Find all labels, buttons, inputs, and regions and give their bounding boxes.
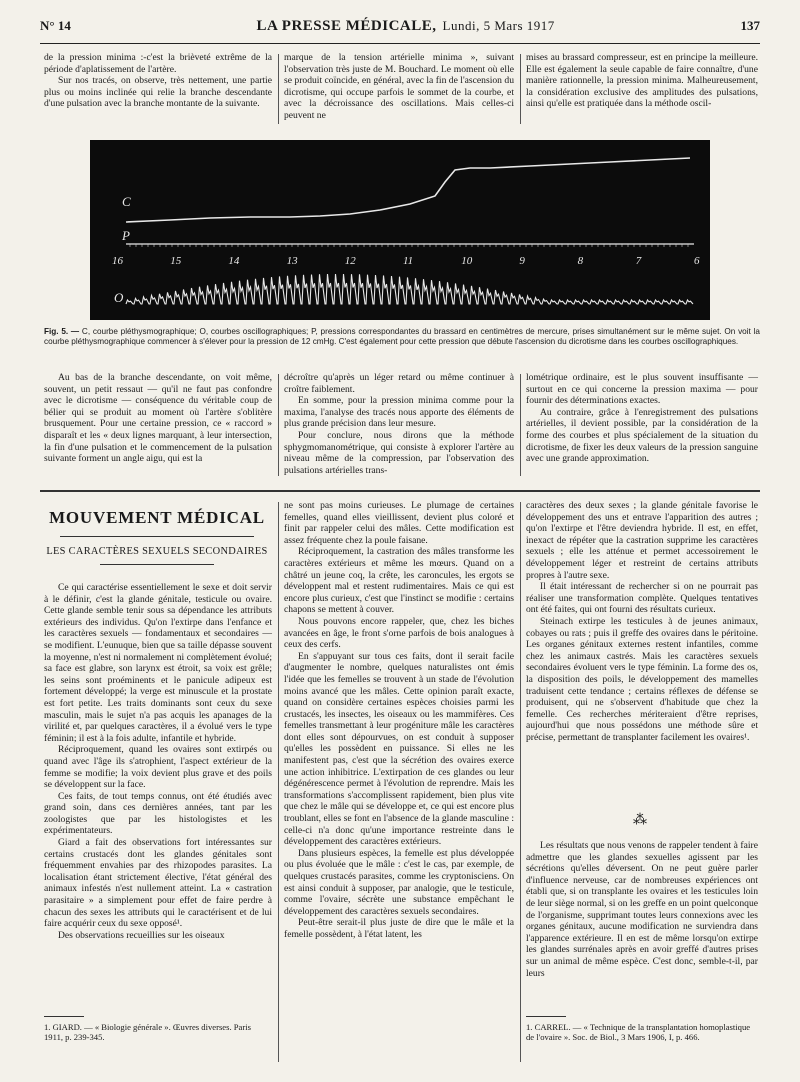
issue-date: Lundi, 5 Mars 1917 (442, 18, 555, 33)
bottom-column-middle (284, 500, 514, 941)
footnote-rule (526, 1016, 566, 1017)
footnote-right: 1. CARREL. — « Technique de la transplantation homoplastique de l'ovaire ». Soc. de Biol., 3 Mars 1906, I, p. 466. (526, 1022, 751, 1043)
issue-number: N° 14 (40, 18, 71, 33)
caption-label: Fig. 5. — (44, 327, 80, 336)
bottom-column-left (44, 582, 272, 941)
section-break-stars: ⁂ (633, 813, 647, 828)
paragraph: Peut-être serait-il plus juste de dire que le mâle et la femelle possèdent, à l'état latent, les (284, 917, 514, 940)
figure-tracing (90, 140, 710, 320)
scale-number: 7 (635, 255, 642, 267)
mid-column-right (526, 372, 758, 465)
paragraph: mises au brassard compresseur, est en principe la meilleure. Elle est également la seule capable de faire connaître, d'une manière rationnelle, la pression minima. Malheureusement, la considération exclusive des amplitudes des pulsations, ainsi qu'elle est pratiquée dans la méthode oscil- (526, 52, 758, 110)
running-header (40, 18, 760, 44)
mid-column-left (44, 372, 272, 465)
paragraph: En somme, pour la pression minima comme pour la maxima, l'analyse des tracés nous apporte des éléments de plus grande précision dans leur mesure. (284, 395, 514, 430)
column-rule (278, 502, 279, 1062)
scale-number: 12 (344, 255, 356, 267)
top-column-left (44, 52, 272, 110)
paragraph: de la pression minima :-c'est la brièveté extrême de la période d'aplatissement de l'artère. (44, 52, 272, 75)
scale-number: 15 (170, 255, 182, 267)
paragraph: Il était intéressant de rechercher si on ne pourrait pas réaliser une transformation complète. Quelques tentatives ont été faites, qui ont fourni des résultats curieux. (526, 581, 758, 616)
footnote-left: 1. GIARD. — « Biologie générale ». Œuvres diverses. Paris 1911, p. 239-345. (44, 1022, 251, 1043)
section-separator (40, 490, 760, 492)
paragraph: Nous pouvons encore rappeler, que, chez les biches avancées en âge, le front s'orne parfois de bois analogues à ceux des cerfs. (284, 615, 514, 651)
paragraph: Sur nos tracés, on observe, très nettement, une partie plus ou moins inclinée qui relie la branche descendante d'une pulsation avec la branche montante de la suivante. (44, 75, 272, 110)
scale-number: 10 (461, 255, 473, 267)
scale-number: 13 (286, 255, 298, 267)
footnote-rule (44, 1016, 84, 1017)
paragraph: marque de la tension artérielle minima », suivant l'observation très juste de M. Bouchard. Le moment où elle se produit coïncide, en général, avec la fin de l'ascension du dicrotisme, qui occupe parfois le sommet de la courbe, et avec la décroissance des oscillations. Mais celles-ci peuvent ne (284, 52, 514, 121)
top-column-right (526, 52, 758, 110)
scale-number: 14 (228, 255, 240, 267)
column-rule (520, 54, 521, 124)
mid-column-middle (284, 372, 514, 476)
paragraph: décroître qu'après un léger retard ou même continuer à croître faiblement. (284, 372, 514, 395)
paragraph: En s'appuyant sur tous ces faits, dont il serait facile d'augmenter le nombre, quelques naturalistes ont émis l'idée que les femelles se trouvent à un stade de l'évolution moins avancé que les mâles. Cette opinion paraît exacte, quand on considère certaines espèces choisies parmi les crustacés, les insectes, les oiseaux ou les mammifères. Ces femelles transmettant à leur progéniture mâle les caractères dont elles sont dépourvues, on est conduit à supposer qu'elles les possèdent en puissance. Si elles ne les manifestent pas, c'est que la sécrétion des ovaires exerce une action inhibitrice. L'extirpation de ces glandes ou leur dégénérescence permet à l'évolution de reprendre. Mais les transformations s'accomplissent rapidement, bien plus vite que chez le mâle qui se développe et, ce qui est encore plus troublant, elles se font en l'absence de la glande masculine : celle-ci n'a donc qu'une importance restreinte dans le développement des caractères extérieurs. (284, 650, 514, 848)
scale-number: 11 (403, 255, 414, 267)
paragraph: Réciproquement, la castration des mâles transforme les caractères extérieurs et même les mœurs. Quand on a châtré un jeune coq, la crête, les caroncules, les ergots se développent mal et restent rudimentaires. Mais ce qui est encore plus curieux, c'est que l'instinct se modifie : certains chapons se mettent à couver. (284, 546, 514, 616)
paragraph: lométrique ordinaire, est le plus souvent insuffisante — surtout en ce qui concerne la pression maxima — pour fournir des déterminations exactes. (526, 372, 758, 407)
paragraph: Giard a fait des observations fort intéressantes sur certains crustacés dont les glandes génitales sont fréquemment envahies par des rhizopodes parasites. La localisation étant strictement élective, l'état général des animaux infestés n'est nullement atteint. La « castration parasitaire » a simplement pour effet de faire perdre à chacun des sexes les attributs qui le caractérisent et de lui faire acquérir ceux du sexe opposé¹. (44, 837, 272, 930)
journal-name: LA PRESSE MÉDICALE, (256, 18, 437, 34)
paragraph: Les résultats que nous venons de rappeler tendent à faire admettre que les glandes sexuelles agissent par les sécrétions qu'elles déversent. On ne peut guère parler d'influence nerveuse, car de nombreuses expériences ont établi que, si on transplante les ovaires et les testicules loin de leur siège normal, si on les greffe en un point quelconque de l'organisme, supprimant toutes leurs connexions avec les organes génitaux, aucune modification ne surviendra dans l'apparence extérieure. Il en est de même lorsqu'on extirpe les glandes surrénales après en avoir greffé d'autres prises sur un animal de même espèce. C'est donc, semble-t-il, par leurs (526, 840, 758, 979)
title-rule (60, 536, 254, 537)
paragraph: Ce qui caractérise essentiellement le sexe et doit servir à le définir, c'est la glande génitale, testicule ou ovaire. Cette glande semble tenir sous sa dépendance les attributs extérieurs des individus. Qu'on l'extirpe dans l'enfance et les caractères sexuels — fondamentaux et secondaires — se modifient. L'eunuque, bien que sa taille dépasse souvent la moyenne, n'est ni normalement ni complètement évolué; sa face est glabre, son larynx est étroit, sa voix est grêle; les seins sont proéminents et le panicule adipeux est fortement développé; la verge est minuscule et la prostate est fort petite. Les traits dominants sont ceux du sexe masculin, mais le sujet n'a pas acquis les apanages de la virilité et, par quelques caractères, il a évolué vers le type féminin; il est à la fois adulte, infantile et hybride. (44, 582, 272, 744)
paragraph: Dans plusieurs espèces, la femelle est plus développée ou plus évoluée que le mâle : c'est le cas, par exemple, de quelques crustacés parasites, comme les cryptonisciens. On est ainsi conduit à supposer, par analogie, que le testicule, comme l'ovaire, sécrète une substance empêchant le développement des caractères sexuels secondaires. (284, 847, 514, 917)
paragraph: Réciproquement, quand les ovaires sont extirpés ou quand avec l'âge ils s'atrophient, l'aspect extérieur de la femme se modifie; la voix devient plus grave et des poils se développent sur la face. (44, 744, 272, 791)
paragraph: Ces faits, de tout temps connus, ont été étudiés avec grand soin, dans ces dernières années, tant par les zoologistes que par les histologistes et les expérimentateurs. (44, 790, 272, 837)
page-number: 137 (740, 18, 760, 33)
section-subtitle: LES CARACTÈRES SEXUELS SECONDAIRES (46, 546, 268, 557)
bottom-column-right-continued (526, 840, 758, 979)
paragraph: Pour conclure, nous dirons que la méthode sphygmomanométrique, qui consiste à explorer l'artère au niveau même de la compression, par l'observation des pulsations artérielles trans- (284, 429, 514, 476)
label-o: O (114, 290, 124, 305)
section-title: MOUVEMENT MÉDICAL (49, 508, 265, 527)
scale-number: 6 (694, 255, 700, 267)
paragraph: Au contraire, grâce à l'enregistrement des pulsations artérielles, il devient possible, par la considération de la forme des courbes et plus spécialement de la situation du dicrotisme, de fixer les deux valeurs de la pression sanguine avec une grande approximation. (526, 406, 758, 465)
scale-number: 16 (112, 255, 123, 267)
bottom-column-right (526, 500, 758, 743)
tracing-svg (90, 140, 710, 320)
column-rule (278, 374, 279, 476)
label-p: P (122, 228, 130, 243)
paragraph: caractères des deux sexes ; la glande génitale favorise le développement des uns et entrave l'apparition des autres ; qu'on l'extirpe et l'être deviendra hybride. Il est, en effet, inexact de répéter que la castration supprime les caractères sexuels ; elle les atténue et permet accessoirement le développement léger et restreint de certains attributs propres à l'autre sexe. (526, 500, 758, 581)
label-c: C (122, 194, 131, 209)
paragraph: Steinach extirpe les testicules à de jeunes animaux, cobayes ou rats ; puis il greffe des ovaires dans le péritoine. Les organes génitaux externes restent infantiles, comme chez les animaux castrés. Mais les caractères sexuels secondaires évoluent vers le type féminin. La forme des os, la disposition des poils, le développement des mamelles traduisent cette tendance ; certains réflexes de défense se produisent, qui ne s'observent d'habitude que chez la femelle. Ces recherches mériteraient d'être reprises, aujourd'hui que nous possédons une méthode sûre et précise, permettant de transplanter facilement les ovaires¹. (526, 615, 758, 743)
paragraph: Des observations recueillies sur les oiseaux (58, 929, 225, 941)
column-rule (520, 374, 521, 476)
scale-number: 9 (519, 255, 525, 267)
paragraph: ne sont pas moins curieuses. Le plumage de certaines femelles, quand elles vieillissent, devient plus coloré et finit par rappeler celui des mâles. Cette modification est assez fréquente chez la poule faisane. (284, 500, 514, 546)
paragraph: Au bas de la branche descendante, on voit même, souvent, un petit ressaut — qu'il ne faut pas confondre avec le dicrotisme — conséquence du véritable coup de bélier qui se produit au moment où l'artère s'oblitère brusquement. Pour une certaine pression, ce « raccord » disparaît et les « deux lignes marquant, à leur intersection, la fin d'une pulsation et le commencement de la pulsation suivante forment un angle aigu, qui est la (44, 372, 272, 465)
column-rule (520, 502, 521, 1062)
column-rule (278, 54, 279, 124)
caption-text: C, courbe pléthysmographique; O, courbes oscillographiques; P, pressions correspondantes du brassard en centimètres de mercure, prises simultanément sur le même sujet. On voit la courbe pléthysmographique commencer à s'élever pour la pression de 12 cmHg. C'est également pour cette pression que débute l'ascension du dicrotisme dans les courbes oscillographiques. (44, 327, 760, 346)
subtitle-rule (100, 564, 214, 565)
scale-number: 8 (577, 255, 584, 267)
journal-title (257, 18, 555, 35)
figure-caption (44, 327, 760, 346)
top-column-middle (284, 52, 514, 122)
